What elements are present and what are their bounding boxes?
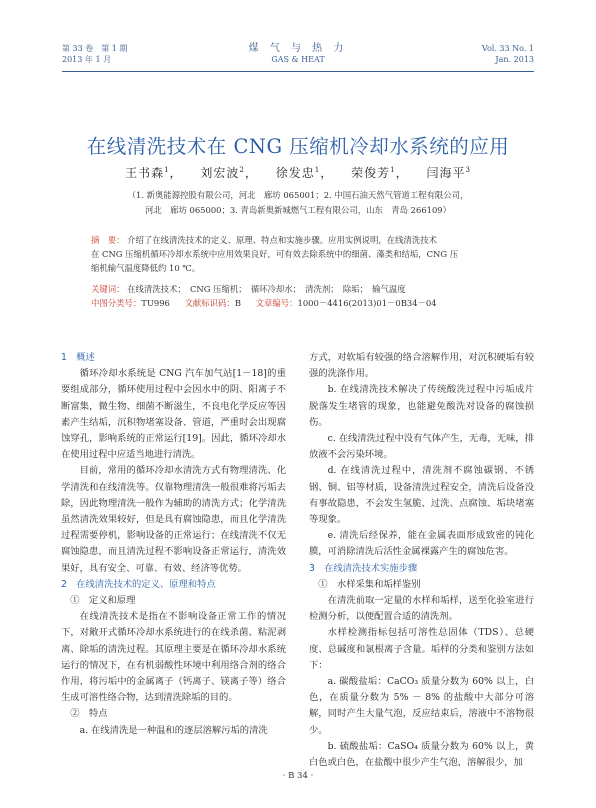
author: 徐发忠$^1$， — [275, 166, 334, 180]
paragraph: 方式，对软垢有较强的络合溶解作用，对沉积硬垢有较强的洗涤作用。 — [309, 352, 534, 380]
journal-name-en: GAS & HEAT — [271, 55, 325, 64]
doc-code-label: 文献标识码： — [184, 298, 235, 308]
body-column-left — [61, 350, 286, 739]
article-title: 在线清洗技术在 CNG 压缩机冷却水系统的应用 — [86, 135, 510, 158]
subsection-heading: ① 水样采集和垢样鉴别 — [318, 578, 421, 590]
abstract-label: 摘 要： — [91, 235, 125, 245]
keywords — [91, 283, 511, 295]
paragraph: 水样检测指标包括可溶性总固体（TDS）、总硬度、总碱度和氯根离子含量。垢样的分类和鉴别方法如下： — [309, 627, 534, 671]
article-number-label: 文章编号： — [255, 298, 298, 308]
section-heading: 1 概述 — [61, 352, 95, 363]
list-item: a. 在线清洗是一种温和的逐层溶解污垢的清洗 — [79, 724, 268, 736]
journal-issue-info-en — [482, 43, 534, 65]
classification-line — [91, 297, 511, 309]
author-list — [0, 164, 596, 181]
body-column-right — [309, 350, 534, 771]
list-item: c. 在线清洗过程中没有气体产生，无毒，无味，排放液不会污染环境。 — [309, 433, 534, 461]
author: 闫海平$^3$ — [426, 166, 471, 180]
volume-issue-en: Vol. 33 No. 1 — [481, 44, 534, 53]
paragraph: 目前，常用的循环冷却水清洗方式有物理清洗、化学清洗和在线清洗等。仅靠物理清洗一般很难将污垢去除，因此物理清洗一般作为辅助的清洗方式；化学清洗虽然清洗效果较好，但是具有腐蚀隐患，而且化学清洗过程需要停机，影响设备的正常运行；在线清洗不仅无腐蚀隐患，而且清洗过程不影响设备正常运行，清洗效果好，具有安全、可靠、有效、经济等优势。 — [61, 465, 286, 574]
abstract-text: 在 CNG 压缩机循环冷却水系统中应用效果良好，可有效去除系统中的细菌、藻类和结垢，CNG 压 — [91, 249, 459, 259]
author: 王书森$^1$， — [125, 166, 183, 180]
list-item: b. 硫酸盐垢：CaSO₄ 质量分数为 60% 以上，黄白色或白色，在盐酸中很少产生气泡，溶解很少，加 — [309, 740, 534, 769]
author: 荣俊芳$^1$， — [351, 166, 409, 180]
list-item: e. 清洗后经保养，能在金属表面形成致密的钝化膜，可消除清洗后活性金属裸露产生的腐蚀危害。 — [309, 530, 534, 558]
article-number-value: 1000－4416(2013)01－0B34－04 — [297, 298, 437, 308]
header-divider — [62, 71, 534, 72]
keywords-text: 在线清洗技术； CNG 压缩机； 循环冷却水； 清洗剂； 除垢； 输气温度 — [127, 284, 406, 294]
abstract — [91, 233, 511, 247]
author: 刘宏波$^2$， — [200, 166, 258, 180]
affiliation-line: 河北 廊坊 065000；3. 青岛新奥新城燃气工程有限公司，山东 青岛 266109） — [144, 205, 452, 215]
clc-value: TU996 — [141, 298, 170, 308]
issue-date: 2013 年 1 月 — [62, 55, 112, 64]
section-heading: 2 在线清洗技术的定义、原理和特点 — [61, 578, 216, 590]
journal-name-cn: 煤 气 与 热 力 — [248, 43, 348, 54]
clc-label: 中图分类号： — [91, 298, 142, 308]
page-number: · B 34 · — [282, 771, 314, 781]
subsection-heading: ② 特点 — [70, 708, 108, 720]
paragraph: 循环冷却水系统是 CNG 汽车加气站[1－18]的重要组成部分，循环使用过程中会因水中的阴、阳离子不断富集，微生物、细菌不断滋生，不良电化学反应等因素产生结垢，沉积物堵塞设备、管道，严重时会出现腐蚀穿孔，影响系统的正常运行[19]。因此，循环冷却水在使用过程中应适当地进行清洗。 — [61, 368, 286, 461]
keywords-label: 关键词： — [91, 284, 125, 294]
list-item: b. 在线清洗技术解决了传统酸洗过程中污垢成片脱落发生堵管的现象，也能避免酸洗对设备的腐蚀损伤。 — [309, 384, 534, 428]
abstract-text: 缩机输气温度降低约 10 ℃。 — [91, 263, 201, 273]
paragraph: 在清洗前取一定量的水样和垢样，送至化验室进行检测分析，以便配置合适的清洗剂。 — [309, 595, 534, 623]
doc-code-value: B — [234, 298, 241, 308]
abstract-text: 介绍了在线清洗技术的定义、原理、特点和实施步骤。应用实例说明，在线清洗技术 — [127, 235, 438, 245]
list-item: d. 在线清洗过程中，清洗剂不腐蚀碳钢、不锈钢、铜、铝等材质，设备清洗过程安全，清洗后设备没有事故隐患，不会发生氢脆、过洗、点腐蚀、垢块堵塞等现象。 — [309, 465, 534, 526]
issue-date-en: Jan. 2013 — [495, 55, 534, 64]
volume-issue: 第 33 卷 第 1 期 — [62, 44, 128, 53]
affiliation-line: （1. 新奥能源控股有限公司，河北 廊坊 065001；2. 中国石油天然气管道工程有限公司， — [127, 190, 469, 200]
subsection-heading: ① 定义和原理 — [70, 595, 136, 607]
list-item: a. 碳酸盐垢：CaCO₃ 质量分数为 60% 以上，白色，在质量分数为 5% － 8% 的盐酸中大部分可溶解，同时产生大量气泡，反应结束后，溶液中不溶物很少。 — [309, 676, 534, 736]
paragraph: 在线清洗技术是指在不影响设备正常工作的情况下，对敞开式循环冷却水系统进行的在线杀菌、粘泥剥离、除垢的清洗过程。其原理主要是在循环冷却水系统运行的情况下，在有机弱酸性环境中利用络合剂的络合作用，将污垢中的金属离子（钙离子、镁离子等）络合生成可溶性络合物，达到清洗除垢的目的。 — [61, 611, 286, 704]
section-heading: 3 在线清洗技术实施步骤 — [309, 562, 418, 574]
